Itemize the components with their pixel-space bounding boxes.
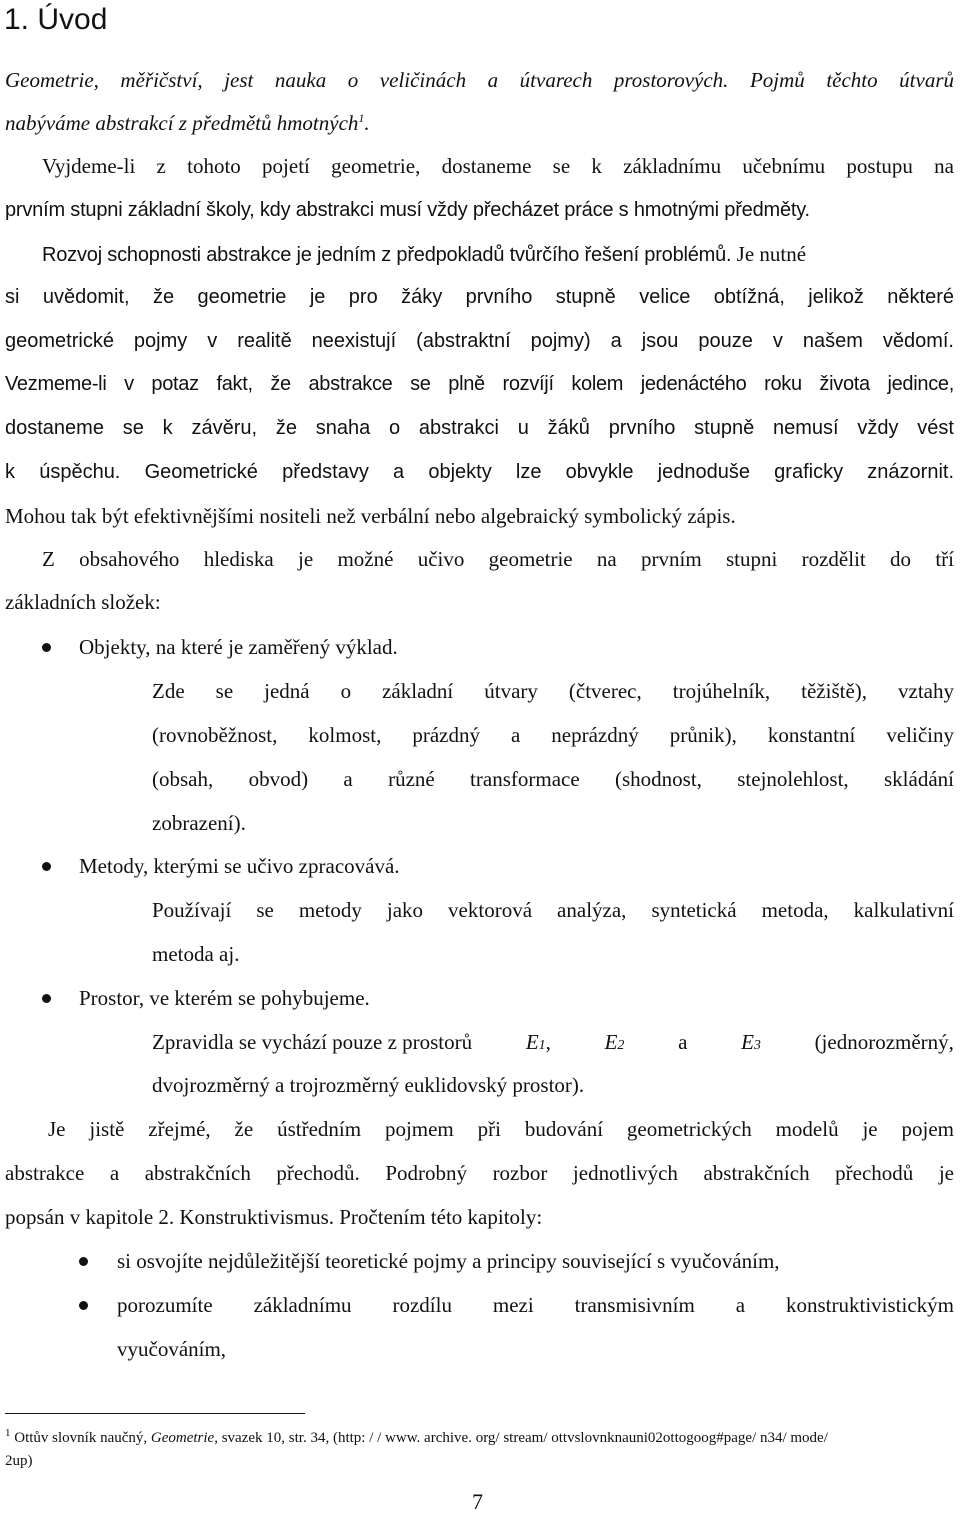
footnote-line-1 <box>5 1428 828 1448</box>
footnote-separator <box>5 1413 305 1414</box>
bullet-dot <box>42 862 51 871</box>
para2-line-1 <box>42 240 954 269</box>
para2-line-5: dostaneme se k závěru, že snaha o abstrakci u žáků prvního stupně nemusí vždy vést <box>5 417 954 439</box>
intro-line-1: Geometrie, měřičství, jest nauka o veličinách a útvarech prostorových. Pojmů těchto útvarů <box>5 68 954 92</box>
bullet-3-line-1-a: Zpravidla se vychází pouze z prostorů <box>152 1030 473 1054</box>
para2-line-7: Mohou tak být efektivnějšími nositeli než verbální nebo algebraický symbolický zápis. <box>5 504 736 528</box>
para4-line-2: abstrakce a abstrakčních přechodů. Podrobný rozbor jednotlivých abstrakčních přechodů je <box>5 1161 954 1185</box>
footnote-b: Geometrie <box>150 1430 215 1446</box>
bullet-2-line-2: metoda aj. <box>152 942 240 966</box>
bullet-dot <box>79 1257 88 1266</box>
para3-line-1: Z obsahového hlediska je možné učivo geometrie na prvním stupni rozdělit do tří <box>42 547 954 571</box>
symbol-e1: E <box>525 1030 539 1054</box>
word-and: a <box>678 1030 688 1054</box>
symbol-e1-sub: 1 <box>538 1038 546 1053</box>
symbol-e3-wrap <box>741 1028 761 1060</box>
para2-line-3: geometrické pojmy v realitě neexistují (abstraktní pojmy) a jsou pouze v našem vědomí. <box>5 330 954 352</box>
bullet-dot <box>79 1301 88 1310</box>
bullet-3-line-1-b: (jednorozměrný, <box>814 1030 954 1054</box>
bullet-dot <box>42 643 51 652</box>
bullet-2-line-1: Používají se metody jako vektorová analýza, syntetická metoda, kalkulativní <box>152 898 954 922</box>
para2-line-4: Vezmeme-li v potaz fakt, že abstrakce se plně rozvíjí kolem jedenáctého roku života jedince, <box>5 373 954 395</box>
bullet-3-line-2: dvojrozměrný a trojrozměrný euklidovský prostor). <box>152 1073 585 1097</box>
bullet-2-title: Metody, kterými se učivo zpracovává. <box>79 854 400 878</box>
symbol-e3-sub: 3 <box>753 1038 761 1053</box>
symbol-e2: E <box>604 1030 618 1054</box>
symbol-e3: E <box>741 1030 754 1054</box>
footnote-mark: 1 <box>5 1427 11 1439</box>
footnote-ref: 1 <box>358 111 365 125</box>
intro-line-2-text: nabýváme abstrakcí z předmětů hmotných <box>5 111 359 135</box>
bullet-1-line-3: (obsah, obvod) a různé transformace (shodnost, stejnolehlost, skládání <box>152 767 954 791</box>
bullet2-line-3: vyučováním, <box>117 1337 227 1361</box>
intro-line-2-end: . <box>364 111 370 135</box>
bullet-1-line-2: (rovnoběžnost, kolmost, prázdný a neprázdný průnik), konstantní veličiny <box>152 723 954 747</box>
bullet2-line-1: si osvojíte nejdůležitější teoretické pojmy a principy související s vyučováním, <box>117 1249 780 1273</box>
para2-line-1-b: Je nutné <box>736 242 807 266</box>
para4-line-3: popsán v kapitole 2. Konstruktivismus. Pročtením této kapitoly: <box>5 1205 543 1229</box>
para2-line-2: si uvědomit, že geometrie je pro žáky prvního stupně velice obtížná, jelikož některé <box>5 286 954 308</box>
footnote-c: , svazek 10, str. 34, (http: / / www. archive. org/ stream/ ottvslovnknauni02ottogoog#page/ n34/ mode/ <box>214 1430 828 1446</box>
symbol-e2-sub: 2 <box>617 1038 625 1053</box>
para4-line-1: Je jistě zřejmé, že ústředním pojmem při budování geometrických modelů je pojem <box>48 1117 954 1141</box>
footnote-a: Ottův slovník naučný, <box>14 1430 148 1446</box>
symbol-e2-wrap <box>605 1028 625 1060</box>
bullet-1-line-4: zobrazení). <box>152 811 246 835</box>
bullet-dot <box>42 994 51 1003</box>
para2-line-6: k úspěchu. Geometrické představy a objekty lze obvykle jednoduše graficky znázornit. <box>5 461 954 483</box>
para2-line-1-a: Rozvoj schopnosti abstrakce je jedním z předpokladů tvůrčího řešení problémů. <box>42 244 732 266</box>
page-number: 7 <box>472 1489 483 1514</box>
symbol-comma: , <box>545 1030 551 1054</box>
footnote-line-2: 2up) <box>5 1453 33 1469</box>
space-symbols <box>526 1028 551 1060</box>
para1-line-2: prvním stupni základní školy, kdy abstrakci musí vždy přecházet práce s hmotnými předměty. <box>5 199 810 221</box>
intro-line-2 <box>5 109 954 137</box>
bullet-3-title: Prostor, ve kterém se pohybujeme. <box>79 986 370 1010</box>
para1-line-1: Vyjdeme-li z tohoto pojetí geometrie, dostaneme se k základnímu učebnímu postupu na <box>42 154 954 178</box>
bullet-3-line-1 <box>152 1028 954 1060</box>
bullet-1-line-1: Zde se jedná o základní útvary (čtverec, trojúhelník, těžiště), vztahy <box>152 679 954 703</box>
bullet-1-title: Objekty, na které je zaměřený výklad. <box>79 635 398 659</box>
section-heading: 1. Úvod <box>4 3 108 36</box>
para3-line-2: základních složek: <box>5 590 161 614</box>
bullet2-line-2: porozumíte základnímu rozdílu mezi transmisivním a konstruktivistickým <box>117 1293 954 1317</box>
